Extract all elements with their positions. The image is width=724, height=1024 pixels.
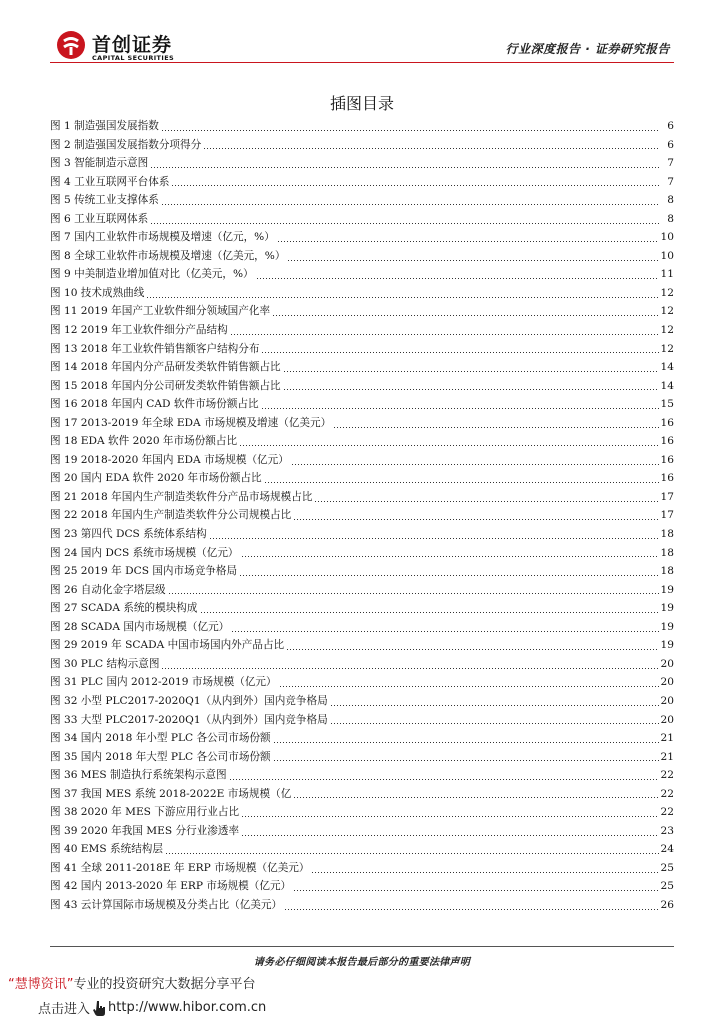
toc-entry-page-number: 19 <box>660 639 674 652</box>
toc-entry[interactable] <box>50 340 674 359</box>
header-divider <box>50 62 674 63</box>
toc-dot-leader <box>241 816 658 817</box>
toc-entry[interactable] <box>50 544 674 563</box>
toc-title: 插图目录 <box>329 94 394 113</box>
toc-dot-leader <box>161 130 660 131</box>
toc-entry[interactable] <box>50 117 674 136</box>
toc-entry-label: 图 4 工业互联网平台体系 <box>50 175 170 188</box>
legal-disclaimer-note: 请务必仔细阅读本报告最后部分的重要法律声明 <box>253 957 471 968</box>
toc-entry-page-number: 26 <box>660 898 674 911</box>
toc-entry-page-number: 20 <box>660 713 674 726</box>
watermark-prefix: 点击进入 <box>38 1002 91 1017</box>
toc-entry-page-number: 8 <box>667 212 674 225</box>
toc-entry[interactable] <box>50 785 674 804</box>
toc-entry-page-number: 21 <box>660 750 674 763</box>
toc-entry-label: 图 29 2019 年 SCADA 中国市场国内外产品占比 <box>50 639 285 652</box>
toc-entry[interactable] <box>50 822 674 841</box>
toc-entry-page-number: 25 <box>660 861 674 874</box>
toc-entry-label: 图 7 国内工业软件市场规模及增速（亿元，%） <box>50 231 275 244</box>
toc-entry-label: 图 41 全球 2011-2018E 年 ERP 市场规模（亿美元） <box>50 861 310 874</box>
toc-entry-page-number: 24 <box>660 843 674 856</box>
toc-dot-leader <box>203 148 660 149</box>
toc-dot-leader <box>273 760 659 761</box>
toc-entry[interactable] <box>50 506 674 525</box>
toc-entry-page-number: 16 <box>660 416 674 429</box>
toc-dot-leader <box>241 556 659 557</box>
toc-dot-leader <box>209 538 659 539</box>
toc-dot-leader <box>284 909 658 910</box>
company-logo <box>56 30 186 64</box>
toc-entry-page-number: 17 <box>660 509 674 522</box>
toc-entry-label: 图 18 EDA 软件 2020 年市场份额占比 <box>50 435 238 448</box>
toc-dot-leader <box>241 835 658 836</box>
toc-entry-label: 图 5 传统工业支撑体系 <box>50 194 159 207</box>
logo-english-name: CAPITAL SECURITIES <box>92 54 175 62</box>
hand-pointer-icon <box>92 1000 106 1016</box>
toc-entry-page-number: 25 <box>660 880 674 893</box>
toc-entry[interactable] <box>50 432 674 451</box>
toc-entry[interactable] <box>50 859 674 878</box>
toc-entry-page-number: 8 <box>667 194 674 207</box>
toc-dot-leader <box>333 427 658 428</box>
toc-entry[interactable] <box>50 711 674 730</box>
toc-entry-label: 图 20 国内 EDA 软件 2020 年市场份额占比 <box>50 472 262 485</box>
toc-entry-label: 图 39 2020 年我国 MES 分行业渗透率 <box>50 824 240 837</box>
toc-dot-leader <box>287 260 658 261</box>
toc-entry-label: 图 25 2019 年 DCS 国内市场竞争格局 <box>50 565 238 578</box>
toc-entry-page-number: 14 <box>660 379 674 392</box>
toc-dot-leader <box>314 501 658 502</box>
toc-entry-page-number: 6 <box>667 120 674 132</box>
toc-entry-label: 图 42 国内 2013-2020 年 ERP 市场规模（亿元） <box>50 880 292 893</box>
watermark-link-line[interactable] <box>38 998 266 1017</box>
toc-entry[interactable] <box>50 673 674 692</box>
toc-dot-leader <box>256 278 659 279</box>
toc-dot-leader <box>291 464 659 465</box>
toc-dot-leader <box>229 779 659 780</box>
toc-entry-label: 图 33 大型 PLC2017-2020Q1（从内到外）国内竞争格局 <box>50 713 328 726</box>
toc-dot-leader <box>230 334 659 335</box>
toc-entry[interactable] <box>50 803 674 822</box>
toc-dot-leader <box>168 593 659 594</box>
toc-dot-leader <box>272 315 658 316</box>
toc-dot-leader <box>279 686 659 687</box>
toc-entry[interactable] <box>50 451 674 470</box>
toc-entry-page-number: 16 <box>660 472 674 485</box>
toc-entry[interactable] <box>50 729 674 748</box>
toc-entry-label: 图 30 PLC 结构示意图 <box>50 657 160 670</box>
figure-toc-list <box>50 117 674 915</box>
toc-dot-leader <box>283 389 659 390</box>
toc-entry-page-number: 6 <box>667 138 674 151</box>
toc-entry-page-number: 19 <box>660 583 674 596</box>
toc-dot-leader <box>286 649 658 650</box>
toc-dot-leader <box>171 185 660 186</box>
toc-entry[interactable] <box>50 525 674 544</box>
toc-entry[interactable] <box>50 414 674 433</box>
toc-entry-label: 图 9 中美制造业增加值对比（亿美元，%） <box>50 268 254 281</box>
toc-entry-page-number: 7 <box>667 157 674 170</box>
toc-entry[interactable] <box>50 377 674 396</box>
toc-entry-label: 图 15 2018 年国内分公司研发类软件销售额占比 <box>50 379 281 392</box>
toc-entry-page-number: 16 <box>660 453 674 466</box>
toc-entry-label: 图 26 自动化金字塔层级 <box>50 583 166 596</box>
toc-entry-page-number: 23 <box>660 824 674 837</box>
toc-entry[interactable] <box>50 692 674 711</box>
report-header <box>0 0 724 68</box>
toc-entry[interactable] <box>50 469 674 488</box>
toc-entry[interactable] <box>50 562 674 581</box>
toc-entry-page-number: 12 <box>660 342 674 355</box>
toc-entry-page-number: 20 <box>660 657 674 670</box>
toc-entry[interactable] <box>50 766 674 785</box>
toc-entry-page-number: 19 <box>660 620 674 633</box>
toc-entry[interactable] <box>50 358 674 377</box>
logo-chinese-name: 首创证券 <box>92 34 173 56</box>
toc-entry-label: 图 31 PLC 国内 2012-2019 市场规模（亿元） <box>50 676 277 689</box>
toc-dot-leader <box>165 853 659 854</box>
toc-dot-leader <box>161 204 660 205</box>
toc-entry[interactable] <box>50 748 674 767</box>
toc-entry[interactable] <box>50 599 674 618</box>
toc-entry-label: 图 1 制造强国发展指数 <box>50 120 159 132</box>
toc-entry-label: 图 23 第四代 DCS 系统体系结构 <box>50 528 207 541</box>
toc-entry-page-number: 15 <box>660 398 674 411</box>
watermark-line <box>8 973 256 992</box>
toc-dot-leader <box>261 408 659 409</box>
toc-entry[interactable] <box>50 321 674 340</box>
toc-entry-page-number: 22 <box>660 769 674 782</box>
report-type-label: 行业深度报告 · 证券研究报告 <box>505 42 670 56</box>
toc-entry-label: 图 16 2018 年国内 CAD 软件市场份额占比 <box>50 398 259 411</box>
toc-entry-page-number: 19 <box>660 602 674 615</box>
toc-entry-label: 图 12 2019 年工业软件细分产品结构 <box>50 324 228 337</box>
toc-entry-label: 图 11 2019 年国产工业软件细分领域国产化率 <box>50 305 271 318</box>
toc-entry-page-number: 22 <box>660 806 674 819</box>
toc-entry-label: 图 2 制造强国发展指数分项得分 <box>50 138 202 151</box>
toc-entry-page-number: 12 <box>660 324 674 337</box>
toc-entry-page-number: 22 <box>660 787 674 800</box>
watermark-tagline: 专业的投资研究大数据分享平台 <box>73 977 256 992</box>
toc-dot-leader <box>283 371 659 372</box>
toc-entry-page-number: 11 <box>660 268 674 281</box>
toc-entry[interactable] <box>50 210 674 229</box>
toc-entry-label: 图 38 2020 年 MES 下游应用行业占比 <box>50 806 240 819</box>
toc-entry[interactable] <box>50 191 674 210</box>
toc-dot-leader <box>330 723 659 724</box>
toc-entry-label: 图 19 2018-2020 年国内 EDA 市场规模（亿元） <box>50 453 289 466</box>
toc-entry-label: 图 34 国内 2018 年小型 PLC 各公司市场份额 <box>50 732 271 745</box>
toc-dot-leader <box>330 705 659 706</box>
toc-entry-label: 图 24 国内 DCS 系统市场规模（亿元） <box>50 546 239 559</box>
toc-dot-leader <box>261 352 658 353</box>
toc-dot-leader <box>311 872 658 873</box>
toc-dot-leader <box>239 445 658 446</box>
toc-entry[interactable] <box>50 302 674 321</box>
toc-entry-label: 图 28 SCADA 国内市场规模（亿元） <box>50 620 230 633</box>
toc-dot-leader <box>293 797 658 798</box>
watermark-url-link[interactable]: http://www.hibor.com.cn <box>108 1000 267 1015</box>
toc-entry-page-number: 20 <box>660 694 674 707</box>
capital-securities-logo-icon <box>56 30 86 60</box>
toc-dot-leader <box>273 742 659 743</box>
toc-entry[interactable] <box>50 136 674 155</box>
toc-entry-page-number: 16 <box>660 435 674 448</box>
toc-dot-leader <box>293 519 658 520</box>
toc-dot-leader <box>150 223 660 224</box>
watermark-brand: “慧博资讯” <box>8 977 74 992</box>
toc-entry-page-number: 18 <box>660 565 674 578</box>
toc-entry-page-number: 18 <box>660 546 674 559</box>
footer-divider <box>50 946 674 947</box>
toc-entry-page-number: 20 <box>660 676 674 689</box>
toc-entry-label: 图 37 我国 MES 系统 2018-2022E 市场规模（亿 <box>50 787 292 800</box>
toc-entry[interactable] <box>50 228 674 247</box>
toc-entry[interactable] <box>50 154 674 173</box>
toc-entry-page-number: 17 <box>660 490 674 503</box>
toc-entry[interactable] <box>50 618 674 637</box>
toc-entry-page-number: 18 <box>660 528 674 541</box>
toc-entry-label: 图 8 全球工业软件市场规模及增速（亿美元，%） <box>50 249 286 262</box>
toc-entry-label: 图 10 技术成熟曲线 <box>50 286 145 299</box>
toc-entry-page-number: 10 <box>660 231 674 244</box>
toc-entry-label: 图 21 2018 年国内生产制造类软件分产品市场规模占比 <box>50 490 313 503</box>
toc-entry-label: 图 40 EMS 系统结构层 <box>50 843 163 856</box>
toc-entry-page-number: 21 <box>660 732 674 745</box>
toc-dot-leader <box>231 631 658 632</box>
toc-entry[interactable] <box>50 395 674 414</box>
toc-entry-label: 图 32 小型 PLC2017-2020Q1（从内到外）国内竞争格局 <box>50 694 328 707</box>
toc-entry[interactable] <box>50 636 674 655</box>
toc-entry-page-number: 14 <box>660 361 674 374</box>
toc-entry-label: 图 6 工业互联网体系 <box>50 212 149 225</box>
toc-dot-leader <box>277 241 659 242</box>
toc-dot-leader <box>293 890 658 891</box>
toc-entry[interactable] <box>50 488 674 507</box>
toc-entry[interactable] <box>50 896 674 915</box>
toc-entry-label: 图 27 SCADA 系统的模块构成 <box>50 602 198 615</box>
toc-entry[interactable] <box>50 877 674 896</box>
toc-entry[interactable] <box>50 581 674 600</box>
toc-entry[interactable] <box>50 173 674 192</box>
toc-entry-label: 图 43 云计算国际市场规模及分类占比（亿美元） <box>50 898 283 911</box>
toc-entry[interactable] <box>50 840 674 859</box>
toc-entry-label: 图 36 MES 制造执行系统架构示意图 <box>50 769 227 782</box>
toc-dot-leader <box>150 167 660 168</box>
toc-entry-label: 图 17 2013-2019 年全球 EDA 市场规模及增速（亿美元） <box>50 416 332 429</box>
toc-entry[interactable] <box>50 247 674 266</box>
toc-entry[interactable] <box>50 655 674 674</box>
toc-entry-label: 图 35 国内 2018 年大型 PLC 各公司市场份额 <box>50 750 271 763</box>
toc-entry-label: 图 3 智能制造示意图 <box>50 157 149 170</box>
toc-dot-leader <box>146 297 658 298</box>
toc-dot-leader <box>161 668 658 669</box>
toc-dot-leader <box>239 575 658 576</box>
toc-entry[interactable] <box>50 265 674 284</box>
toc-dot-leader <box>200 612 659 613</box>
toc-entry-page-number: 12 <box>660 286 674 299</box>
toc-entry-label: 图 13 2018 年工业软件销售额客户结构分布 <box>50 342 260 355</box>
toc-dot-leader <box>264 482 659 483</box>
toc-entry[interactable] <box>50 284 674 303</box>
toc-entry-page-number: 10 <box>660 249 674 262</box>
toc-entry-page-number: 12 <box>660 305 674 318</box>
toc-entry-page-number: 7 <box>667 175 674 188</box>
toc-entry-label: 图 22 2018 年国内生产制造类软件分公司规模占比 <box>50 509 292 522</box>
toc-entry-label: 图 14 2018 年国内分产品研发类软件销售额占比 <box>50 361 281 374</box>
